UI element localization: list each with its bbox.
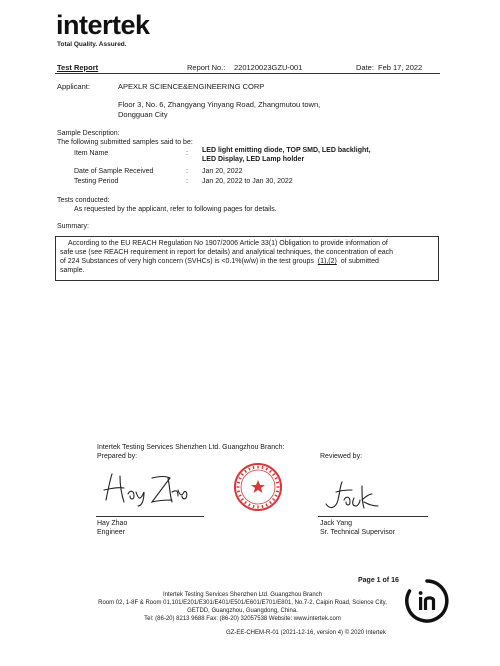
seal-ring-mark (249, 504, 250, 507)
preparer-name: Hay Zhao (97, 520, 128, 527)
preparer-signature-line (96, 516, 204, 517)
seal-ring-mark (241, 499, 243, 501)
summary-line-3-text: of 224 Substances of very high concern (SVHCs) is <0.1%(w/w) in the test groups (60, 258, 314, 265)
reviewer-signature-line (318, 516, 428, 517)
reviewer-title: Sr. Technical Supervisor (320, 529, 395, 536)
test-groups: (1),(2) (317, 258, 337, 265)
footer-address-2: GETDD, Guangzhou, Guangdong, China. (187, 608, 298, 614)
seal-ring-mark (275, 495, 278, 496)
seal-ring-mark (262, 466, 263, 469)
report-no-label: Report No.: (187, 63, 226, 72)
seal-ring-mark (253, 505, 254, 508)
report-date: Feb 17, 2022 (378, 63, 423, 72)
footer-contact: Tel: (86-20) 8213 9688 Fax: (86-20) 32057538 Website: www.intertek.com (144, 616, 341, 622)
seal-ring-mark (237, 491, 240, 492)
seal-ring-mark (237, 482, 240, 483)
colon: : (186, 168, 188, 175)
seal-ring-mark (266, 504, 267, 507)
seal-ring-mark (276, 491, 279, 492)
seal-ring-mark (266, 468, 267, 471)
document-code: GZ-EE-CHEM-R-01 (2021-12-16, version 4) © 2020 Intertek (226, 630, 386, 636)
reviewer-signature (322, 478, 384, 512)
seal-ring-mark (245, 501, 247, 503)
preparer-title: Engineer (97, 529, 126, 536)
seal-ring-mark (270, 470, 272, 472)
seal-ring-mark (275, 478, 278, 479)
intertek-round-logo-icon (404, 578, 450, 624)
applicant-label: Applicant: (57, 82, 90, 91)
seal-ring-mark (241, 474, 243, 476)
logo-tagline: Total Quality. Assured. (57, 41, 127, 48)
sample-heading: Sample Description: (57, 130, 120, 137)
official-seal (233, 462, 283, 512)
report-no: 220120023GZU-001 (234, 63, 303, 72)
summary-line-1: According to the EU REACH Regulation No 1907/2006 Article 33(1) Obligation to provide information of (68, 240, 388, 247)
summary-line-3 (60, 257, 436, 266)
seal-ring-mark (272, 499, 274, 501)
preparer-signature (100, 470, 190, 508)
branch-label: Intertek Testing Services Shenzhen Ltd. Guangzhou Branch: (97, 444, 285, 451)
applicant-name: APEXLR SCIENCE&ENGINEERING CORP (118, 82, 265, 91)
colon: : (186, 150, 188, 157)
applicant-address-1: Floor 3, No. 6, Zhangyang Yinyang Road, Zhangmutou town, (118, 100, 321, 109)
item-name-value-1: LED light emitting diode, TOP SMD, LED backlight, (202, 147, 371, 154)
summary-line-4: sample. (60, 267, 85, 274)
seal-ring-mark (239, 495, 242, 496)
seal-ring-mark (253, 466, 254, 469)
seal-ring-mark (276, 482, 279, 483)
summary-heading: Summary: (57, 223, 89, 230)
summary-text (60, 239, 436, 275)
tests-text: As requested by the applicant, refer to following pages for details. (74, 206, 277, 213)
company-logo: intertek (56, 10, 150, 40)
seal-ring-mark (239, 478, 242, 479)
seal-ring-mark (270, 501, 272, 503)
prepared-by-label: Prepared by: (97, 453, 138, 460)
item-name-label: Item Name (74, 150, 109, 157)
summary-line-2: safe use (see REACH requirement in report for details) and analytical techniques, the concentration of each (60, 249, 394, 256)
header-divider (55, 73, 440, 74)
seal-ring-mark (272, 474, 274, 476)
summary-line-3-end: of submitted (340, 258, 379, 265)
item-name-value-2: LED Display, LED Lamp holder (202, 156, 305, 163)
tests-heading: Tests conducted: (57, 197, 110, 204)
date-received-value: Jan 20, 2022 (202, 168, 243, 175)
colon: : (186, 178, 188, 185)
testing-period-label: Testing Period (74, 178, 119, 185)
footer-company: Intertek Testing Services Shenzhen Ltd. Guangzhou Branch (163, 592, 322, 598)
date-received-label: Date of Sample Received (74, 168, 154, 175)
applicant-address-2: Dongguan City (118, 110, 168, 119)
footer-address-1: Room 02, 1-8F & Room 01,101/E201/E301/E401/E501/E601/E701/E801, No.7-2, Caipin Road, Science City, (98, 600, 387, 606)
report-title: Test Report (57, 63, 99, 72)
seal-ring-mark (245, 470, 247, 472)
reviewer-name: Jack Yang (320, 520, 353, 527)
seal-ring-mark (249, 468, 250, 471)
testing-period-value: Jan 20, 2022 to Jan 30, 2022 (202, 178, 293, 185)
seal-ring-mark (262, 505, 263, 508)
reviewed-by-label: Reviewed by: (320, 453, 363, 460)
date-label: Date: (356, 63, 374, 72)
sample-intro: The following submitted samples said to be: (57, 139, 193, 146)
page-number: Page 1 of 16 (358, 577, 399, 584)
